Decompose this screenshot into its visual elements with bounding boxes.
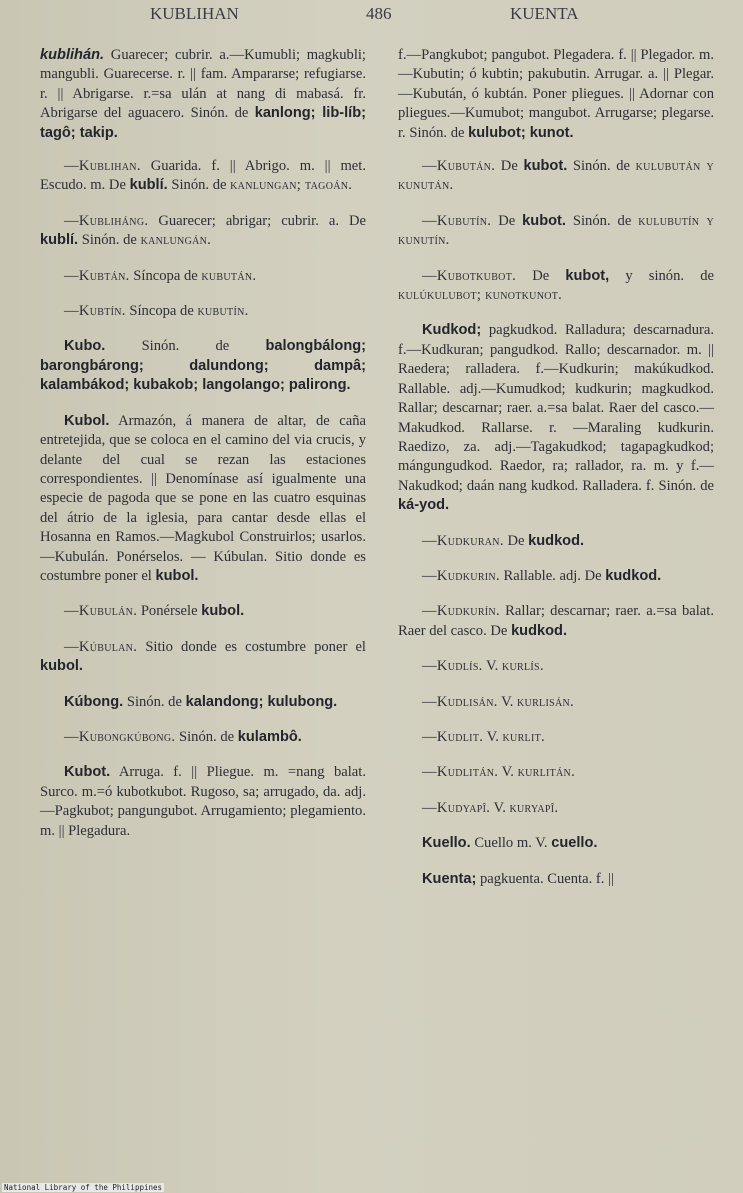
entry-smallcaps-ref: kubutín. — [197, 303, 249, 320]
entry-kubot — [40, 763, 366, 841]
entry-text: pagkuenta. Cuenta. f. || — [479, 870, 614, 887]
entry-kublihan-verb — [40, 212, 366, 251]
entry-kudlisan — [398, 693, 714, 712]
entry-kubtin — [40, 302, 366, 321]
entry-synonyms: ká-yod. — [398, 497, 450, 514]
entry-text: Sitio donde es costumbre poner el — [145, 638, 366, 655]
entry-lemma: —Kudyapî. — [422, 799, 491, 816]
entry-kubo — [40, 337, 366, 395]
entry-lemma: —Kubulán. — [64, 603, 138, 620]
entry-headword: Kubo. — [64, 338, 106, 355]
entry-synonyms: kanlong; lib-líb; tagô; takip. — [40, 105, 366, 141]
entry-kudkuran — [398, 532, 714, 551]
entry-text-2: Sinón. de — [81, 232, 137, 249]
entry-text: Armazón, á manera de altar, de caña entretejida, que se coloca en el camino del via crucis, y delante del cual se rezan las estaciones correspondientes. || Denomínase así igualmente una especie de pagoda que se pone en las cuatro esquinas del átrio de la iglesia, para cantar desde ellas el Hosanna en Ramos.—Magkubol Construirlos; usarlos.—Kubulán. Ponérselos. — Kúbulan. Sitio donde es costumbre poner el — [40, 412, 366, 584]
entry-lemma: —Kudlís. — [422, 658, 483, 675]
entry-text: Guarida. f. || Abrigo. m. || met. Escudo. m. De — [40, 158, 366, 194]
entry-smallcaps-ref: kurlisán. — [517, 693, 574, 710]
entry-text: Rallable. adj. De — [503, 567, 602, 584]
entry-smallcaps-ref: kanlungan; tagoán. — [230, 177, 353, 194]
entry-lemma: —Kubliháng. — [64, 212, 149, 229]
entry-text: De — [498, 212, 516, 229]
entry-reference: kubot, — [565, 267, 610, 284]
entry-reference: kubol. — [40, 658, 83, 675]
entry-reference: kubol. — [201, 603, 245, 620]
entry-kubol — [40, 412, 366, 587]
entry-text: Ponérsele — [140, 603, 198, 620]
entry-smallcaps-ref: kurlís. — [501, 658, 544, 675]
entry-reference: kubol. — [155, 567, 199, 584]
entry-reference: kulambô. — [237, 728, 302, 745]
entry-reference: cuello. — [551, 835, 598, 852]
entry-kubtan — [40, 267, 366, 286]
entry-kudlit — [398, 728, 714, 747]
entry-headword: Kuenta; — [422, 870, 477, 887]
entry-lemma: —Kudlisán. — [422, 693, 498, 710]
entry-text: Cuello m. V. — [474, 835, 548, 852]
entry-smallcaps-ref: kanlungán. — [140, 232, 212, 249]
entry-kudlis — [398, 657, 714, 676]
entry-text: Rallar; descarnar; raer. a.=sa balat. Raer del casco. De — [398, 603, 714, 639]
entry-lemma: —Kubotkubot. — [422, 267, 517, 284]
entry-lemma: —Kudkuran. — [422, 532, 504, 549]
entry-kubotkubot — [398, 267, 714, 306]
entry-kubongkubong — [40, 728, 366, 747]
entry-smallcaps-ref: kubután. — [201, 267, 257, 284]
entry-text: f.—Pangkubot; pangubot. Plegadera. f. || Plegador. m.—Kubutin; ó kubtin; pakubutin. Arrugar. a. || Plegar.—Kubután, ó kubtán. Poner pliegues. || Adornar con pliegues.—Kumubot; mangubot. Arrugarse; plegarse. r. Sinón. de — [398, 47, 714, 141]
entry-reference: kublí. — [129, 177, 168, 194]
entry-reference: kudkod. — [528, 532, 585, 549]
entry-kubutin — [398, 212, 714, 251]
entry-reference: kudkod. — [605, 567, 662, 584]
page-number: 486 — [366, 4, 392, 23]
entry-lemma: —Kubongkúbong. — [64, 728, 176, 745]
entry-text: V. — [486, 658, 499, 675]
entry-synonyms: kalandong; kulubong. — [185, 693, 338, 710]
entry-kuenta — [398, 870, 714, 889]
entry-text: Sinón. de — [126, 693, 182, 710]
entry-smallcaps-ref: kurlitán. — [517, 764, 576, 781]
entry-reference: kubot. — [523, 158, 568, 175]
entry-text-2: Sinón. de — [572, 158, 631, 175]
entry-headword: Kudkod; — [422, 322, 482, 339]
entry-kudkod — [398, 321, 714, 515]
entry-smallcaps-ref: kulúkulubot; kunotkunot. — [398, 287, 563, 304]
entry-text: De — [507, 532, 525, 549]
entry-lemma: —Kudlitán. — [422, 764, 499, 781]
entry-kubong — [40, 693, 366, 712]
entry-reference: kublí. — [40, 232, 79, 249]
entry-text-2: y sinón. de — [625, 267, 714, 284]
right-column — [398, 46, 714, 905]
entry-lemma: —Kudlit. — [422, 728, 484, 745]
entry-text: Síncopa de — [133, 267, 198, 284]
entry-headword: Kubol. — [64, 412, 110, 429]
entry-headword: Kubot. — [64, 764, 111, 781]
entry-lemma: —Kubtán. — [64, 267, 130, 284]
header-left-word: KUBLIHAN — [150, 4, 239, 23]
entry-text: V. — [493, 799, 506, 816]
entry-lemma: —Kudkurin. — [422, 567, 500, 584]
entry-text-2: Sinón. de — [171, 177, 227, 194]
entry-kublihan-noun — [40, 157, 366, 196]
entry-text: Arruga. f. || Pliegue. m. =nang balat. Surco. m.=ó kubotkubot. Rugoso, sa; arrugado, da. adj. —Pagkubot; pangungubot. Arrugamiento; plegamiento. m. || Plegadura. — [40, 764, 366, 839]
library-watermark: National Library of the Philippines — [4, 1183, 163, 1192]
entry-headword: kublihán. — [40, 47, 105, 63]
entry-synonyms: balongbálong; barongbárong; dalundong; dampâ; kalambákod; kubakob; langolango; palirong. — [40, 338, 367, 394]
entry-text: Síncopa de — [129, 303, 194, 320]
entry-text-2: Sinón. de — [572, 212, 632, 229]
entry-headword: Kúbong. — [64, 693, 124, 710]
entry-lemma: —Kudkurín. — [422, 603, 500, 620]
entry-text: Sinón. de — [141, 338, 230, 355]
entry-synonyms: kulubot; kunot. — [468, 124, 574, 141]
entry-reference: kubot. — [522, 212, 566, 229]
entry-text: Guarecer; cubrir. a.—Kumubli; magkubli; mangubli. Guarecerse. r. || fam. Ampararse; refugiarse. r. || Abrigarse. r.=sa ulán at nang di mabasá. fr. Abrigarse del aguacero. Sinón. de — [40, 47, 366, 122]
entry-lemma: —Kubután. — [422, 158, 496, 175]
running-header — [0, 4, 743, 26]
entry-smallcaps-ref: kulubutín y kunutín. — [398, 212, 715, 249]
entry-text: V. — [501, 693, 514, 710]
entry-headword: Kuello. — [422, 835, 471, 852]
entry-kubulan-2 — [40, 638, 366, 677]
entry-smallcaps-ref: kuryapî. — [509, 799, 559, 816]
entry-text: V. — [501, 764, 514, 781]
entry-smallcaps-ref: kulubután y kunután. — [398, 158, 715, 194]
entry-lemma: —Kubutín. — [422, 212, 492, 229]
entry-text: De — [532, 267, 550, 284]
header-right-word: KUENTA — [510, 4, 579, 23]
entry-text: De — [500, 158, 518, 175]
entry-kudkurin-2 — [398, 602, 714, 641]
entry-text: V. — [486, 728, 499, 745]
entry-kubulan — [40, 602, 366, 621]
entry-text: pagkudkod. Ralladura; descarnadura. f.—Kudkuran; pangudkod. Rallo; descarnador. m. || Raedera; ralladera. f.—Kudkurin; makúkudkod. Rallable. adj.—Kumudkod; kudkurin; magkudkod. Rallar; descarnar; raer. a.=sa balat. Raer del casco.—Makudkod. Rallarse. r. —Maraling kudkurin. Raedizo, za. adj.—Tagakudkod; tagapagkudkod; mángungudkod. Raedor, ra; rallador, ra. m. y f.—Nakudkod; daán nang kudkod. Ralladera. f. Sinón. de — [398, 322, 714, 494]
entry-kudyapi — [398, 799, 714, 818]
entry-kudlitan — [398, 763, 714, 782]
entry-kubot-cont — [398, 46, 714, 143]
entry-kublihan-cont — [40, 46, 366, 143]
entry-lemma: —Kublihan. — [64, 158, 141, 175]
entry-kuello — [398, 834, 714, 853]
entry-smallcaps-ref: kurlit. — [502, 728, 545, 745]
entry-lemma: —Kubtín. — [64, 303, 126, 320]
left-column — [40, 46, 366, 857]
entry-text: Sinón. de — [178, 728, 235, 745]
entry-lemma: —Kúbulan. — [64, 638, 138, 655]
entry-kudkurin — [398, 567, 714, 586]
entry-reference: kudkod. — [511, 622, 568, 639]
entry-text: Guarecer; abrigar; cubrir. a. De — [158, 212, 366, 229]
entry-kubutan — [398, 157, 714, 196]
